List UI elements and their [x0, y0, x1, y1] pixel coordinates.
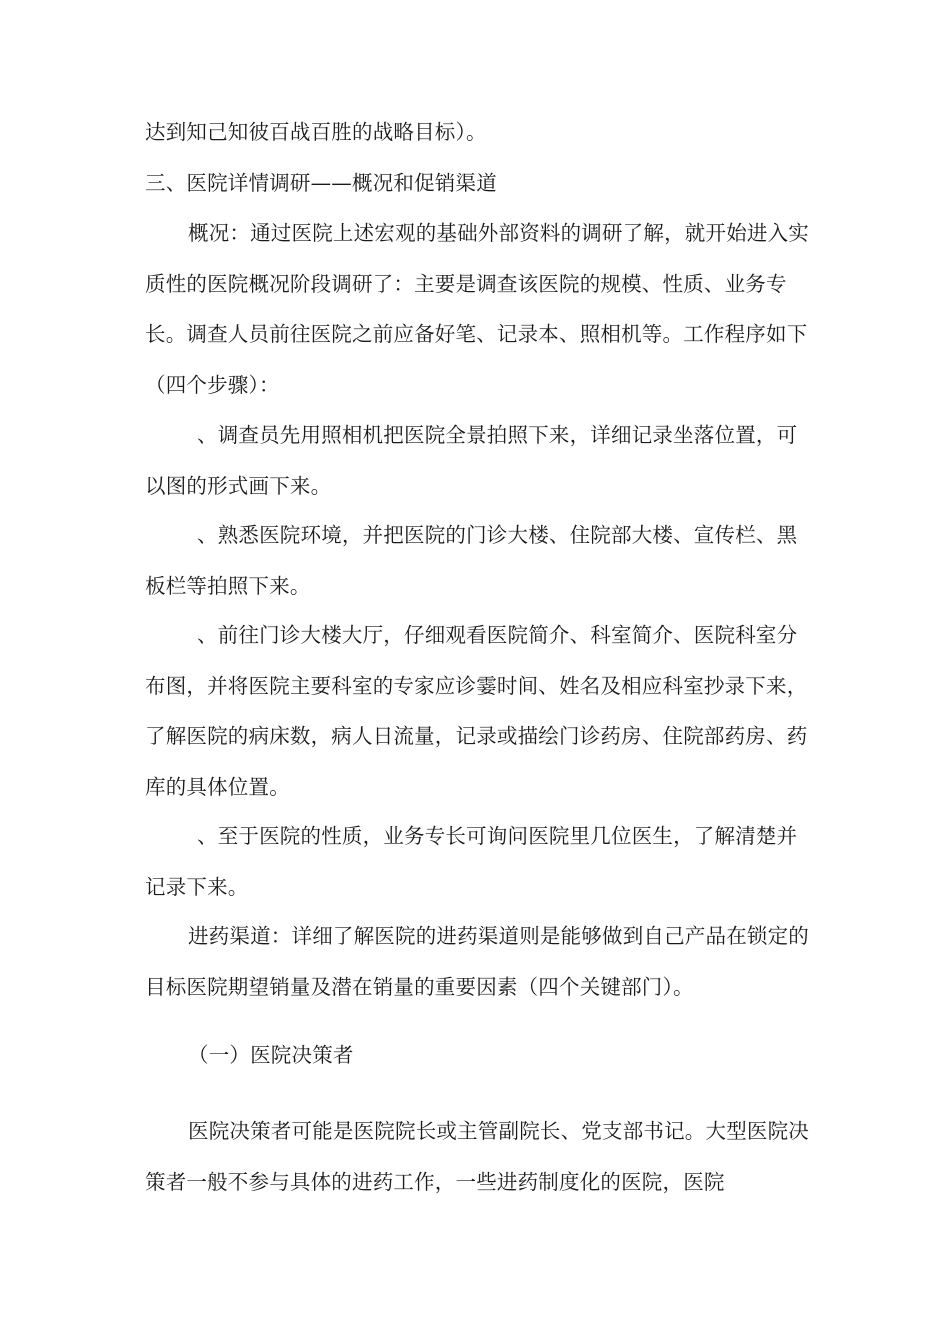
paragraph-overview: 概况：通过医院上述宏观的基础外部资料的调研了解，就开始进入实质性的医院概况阶段调研了：主要是调查该医院的规模、性质、业务专长。调查人员前往医院之前应备好笔、记录本、照相机等。工作程序如下（四个步骤）： [145, 221, 809, 397]
paragraph-strategy-goal: 达到知己知彼百战百胜的战略目标）。 [145, 120, 487, 144]
paragraph-step-2: 、熟悉医院环境，并把医院的门诊大楼、住院部大楼、宣传栏、黑板栏等拍照下来。 [145, 523, 798, 598]
paragraph-step-4: 、至于医院的性质，业务专长可询问医院里几位医生，了解清楚并记录下来。 [145, 824, 798, 899]
paragraph-step-3: 、前往门诊大楼大厅，仔细观看医院简介、科室简介、医院科室分布图，并将医院主要科室的专家应诊霎时间、姓名及相应科室抄录下来，了解医院的病床数，病人日流量，记录或描绘门诊药房、住院部药房、药库的具体位置。 [145, 623, 808, 799]
paragraph-purchase-channel: 进药渠道：详细了解医院的进药渠道则是能够做到自己产品在锁定的目标医院期望销量及潜在销量的重要因素（四个关键部门）。 [145, 924, 809, 999]
section-heading-hospital-research: 三、医院详情调研——概况和促销渠道 [145, 171, 497, 195]
paragraph-step-1: 、调查员先用照相机把医院全景拍照下来，详细记录坐落位置，可以图的形式画下来。 [145, 423, 798, 498]
subheading-hospital-decision-maker: （一）医院决策者 [188, 1043, 354, 1067]
paragraph-decision-maker: 医院决策者可能是医院院长或主管副院长、党支部书记。大型医院决策者一般不参与具体的进药工作，一些进药制度化的医院，医院 [145, 1119, 809, 1194]
